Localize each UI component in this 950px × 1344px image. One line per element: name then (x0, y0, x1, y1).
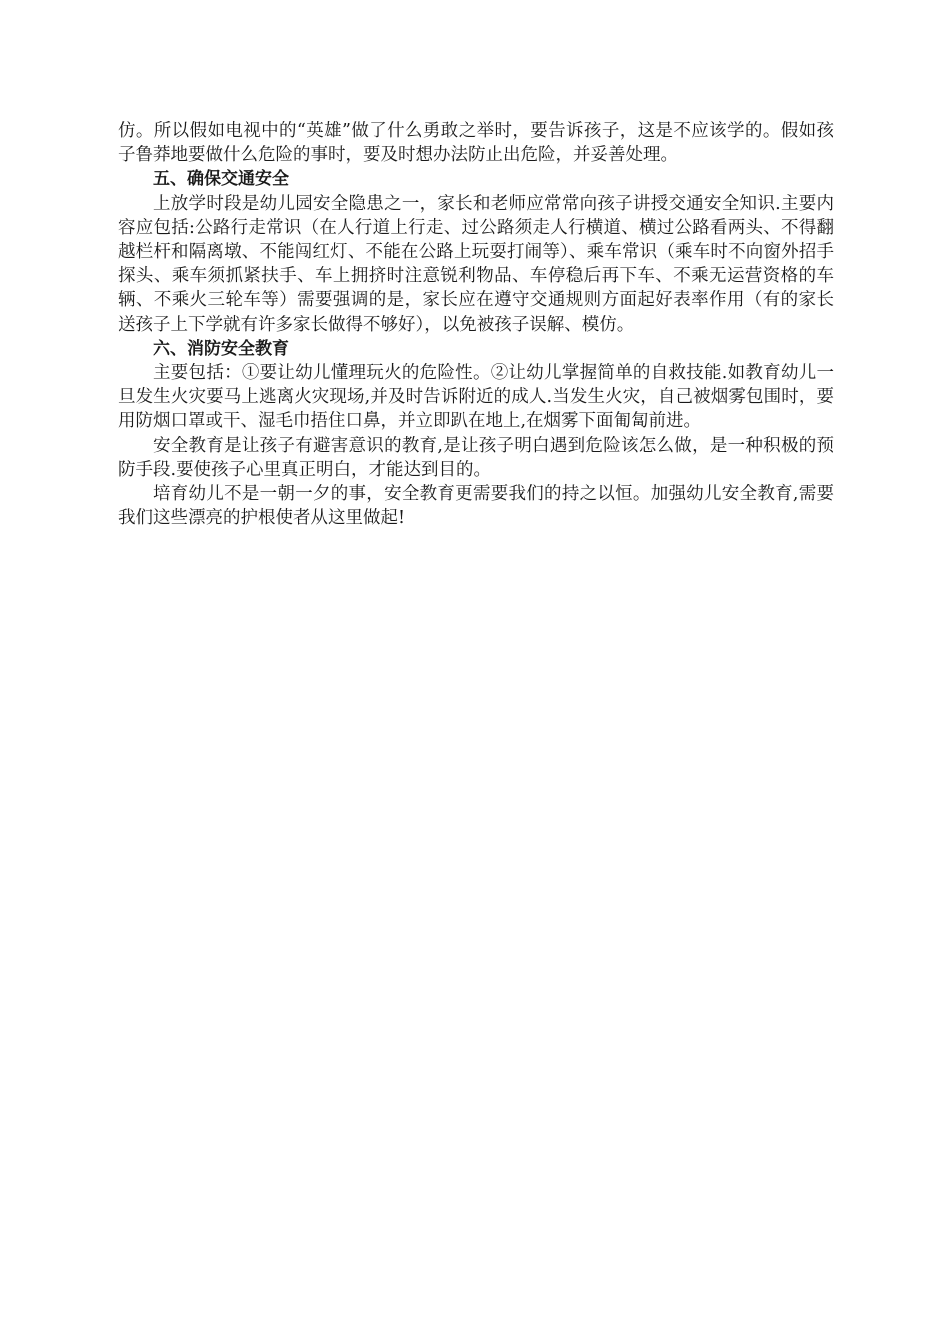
paragraph-fire-safety: 主要包括：①要让幼儿懂理玩火的危险性。②让幼儿掌握简单的自救技能.如教育幼儿一旦发生火灾要马上逃离火灾现场,并及时告诉附近的成人.当发生火灾，自己被烟雾包围时，要用防烟口罩或干、湿毛巾捂住口鼻，并立即趴在地上,在烟雾下面匍匐前进。 (118, 363, 834, 432)
paragraph-conclusion: 培育幼儿不是一朝一夕的事，安全教育更需要我们的持之以恒。加强幼儿安全教育,需要我们这些漂亮的护根使者从这里做起! (118, 484, 834, 529)
document-body (118, 119, 834, 530)
section-heading-fire-safety: 六、消防安全教育 (153, 338, 289, 359)
paragraph-continuation: 仿。所以假如电视中的“英雄”做了什么勇敢之举时，要告诉孩子，这是不应该学的。假如孩子鲁莽地要做什么危险的事时，要及时想办法防止出危险，并妥善处理。 (118, 121, 834, 166)
section-heading-traffic-safety: 五、确保交通安全 (153, 169, 289, 190)
paragraph-traffic-safety: 上放学时段是幼儿园安全隐患之一，家长和老师应常常向孩子讲授交通安全知识.主要内容应包括:公路行走常识（在人行道上行走、过公路须走人行横道、横过公路看两头、不得翻越栏杆和隔离墩、不能闯红灯、不能在公路上玩耍打闹等）、乘车常识（乘车时不向窗外招手探头、乘车须抓紧扶手、车上拥挤时注意锐利物品、车停稳后再下车、不乘无运营资格的车辆、不乘火三轮车等）需要强调的是，家长应在遵守交通规则方面起好表率作用（有的家长送孩子上下学就有许多家长做得不够好），以免被孩子误解、模仿。 (118, 193, 834, 335)
paragraph-safety-education: 安全教育是让孩子有避害意识的教育,是让孩子明白遇到危险该怎么做，是一种积极的预防手段.要使孩子心里真正明白，才能达到目的。 (118, 435, 834, 480)
